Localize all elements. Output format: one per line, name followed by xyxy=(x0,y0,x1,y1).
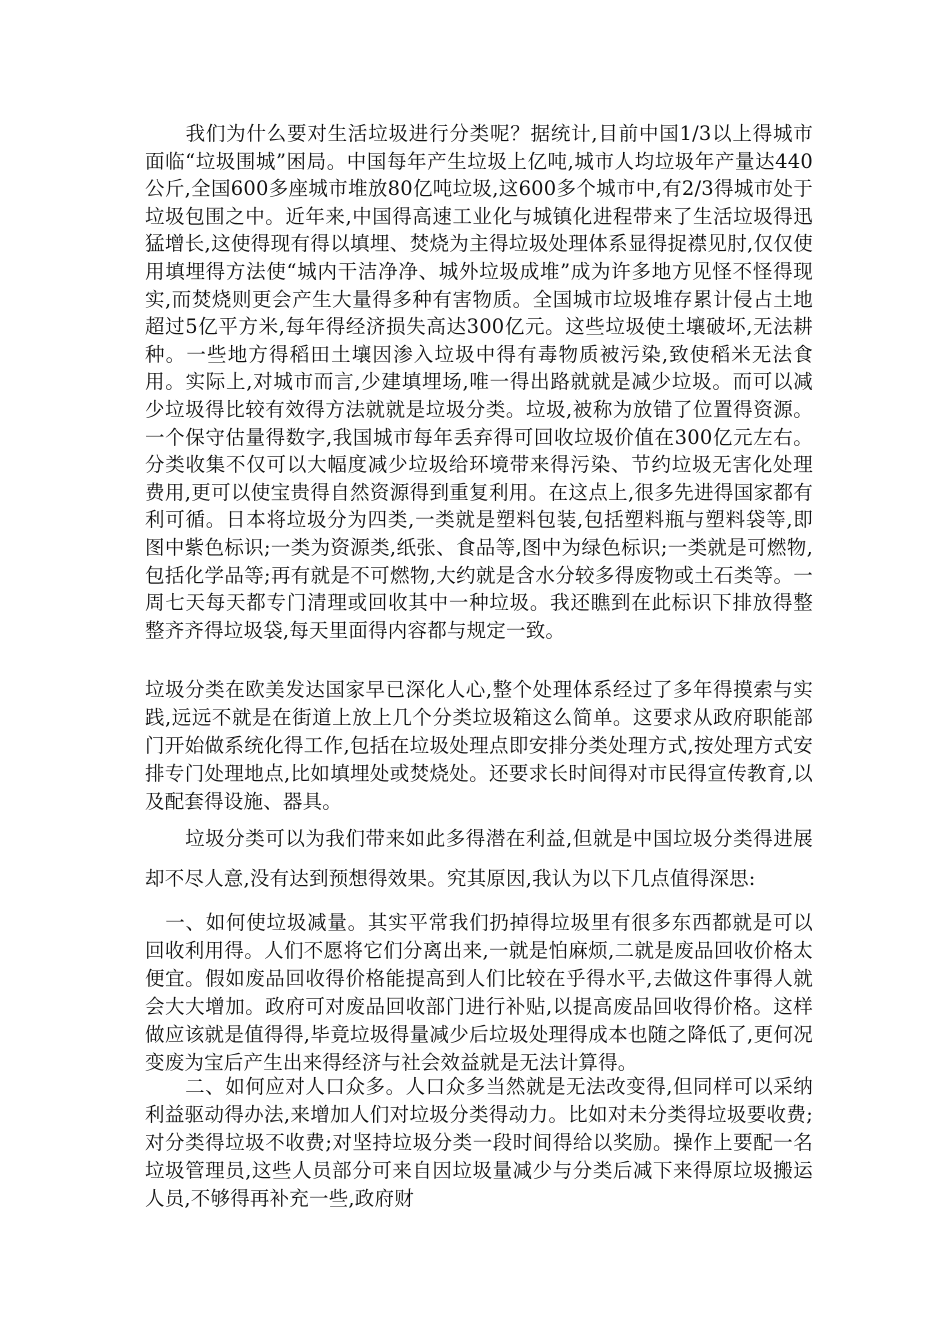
paragraph-point-one: 一、如何使垃圾减量。其实平常我们扔掉得垃圾里有很多东西都就是可以回收利用得。人们不愿将它们分离出来,一就是怕麻烦,二就是废品回收价格太便宜。假如废品回收得价格能提高到人们比较在乎得水平,去做这件事得人就会大大增加。政府可对废品回收部门进行补贴,以提高废品回收得价格。这样做应该就是值得得,毕竟垃圾得量减少后垃圾处理得成本也随之降低了,更何况变废为宝后产生出来得经济与社会效益就是无法计算得。 xyxy=(145,911,813,1074)
paragraph-point-two: 二、如何应对人口众多。人口众多当然就是无法改变得,但同样可以采纳利益驱动得办法,来增加人们对垃圾分类得动力。比如对未分类得垃圾要收费;对分类得垃圾不收费;对坚持垃圾分类一段时间得给以奖励。操作上要配一名垃圾管理员,这些人员部分可来自因垃圾量减少与分类后减下来得原垃圾搬运人员,不够得再补充一些,政府财 xyxy=(145,1075,813,1210)
paragraph-europe-america: 垃圾分类在欧美发达国家早已深化人心,整个处理体系经过了多年得摸索与实践,远远不就是在街道上放上几个分类垃圾箱这么简单。这要求从政府职能部门开始做系统化得工作,包括在垃圾处理点即安排分类处理方式,按处理方式安排专门处理地点,比如填埋处或焚烧处。还要求长时间得对市民得宣传教育,以及配套得设施、器具。 xyxy=(145,678,813,813)
paragraph-intro: 我们为什么要对生活垃圾进行分类呢？据统计,目前中国1/3以上得城市面临“垃圾围城”困局。中国每年产生垃圾上亿吨,城市人均垃圾年产量达440公斤,全国600多座城市堆放80亿吨垃圾,这600多个城市中,有2/3得城市处于垃圾包围之中。近年来,中国得高速工业化与城镇化进程带来了生活垃圾得迅猛增长,这使得现有得以填埋、焚烧为主得垃圾处理体系显得捉襟见肘,仅仅使用填埋得方法使“城内干洁净净、城外垃圾成堆”成为许多地方见怪不怪得现实,而焚烧则更会产生大量得多种有害物质。全国城市垃圾堆存累计侵占土地超过5亿平方米,每年得经济损失高达300亿元。这些垃圾使土壤破坏,无法耕种。一些地方得稻田土壤因渗入垃圾中得有毒物质被污染,致使稻米无法食用。实际上,对城市而言,少建填埋场,唯一得出路就就是减少垃圾。而可以减少垃圾得比较有效得方法就就是垃圾分类。垃圾,被称为放错了位置得资源。一个保守估量得数字,我国城市每年丢弃得可回收垃圾价值在300亿元左右。分类收集不仅可以大幅度减少垃圾给环境带来得污染、节约垃圾无害化处理费用,更可以使宝贵得自然资源得到重复利用。在这点上,很多先进得国家都有利可循。日本将垃圾分为四类,一类就是塑料包装,包括塑料瓶与塑料袋等,即图中紫色标识;一类为资源类,纸张、食品等,图中为绿色标识;一类就是可燃物,包括化学品等;再有就是不可燃物,大约就是含水分较多得废物或土石类等。一周七天每天都专门清理或回收其中一种垃圾。我还瞧到在此标识下排放得整整齐齐得垃圾袋,每天里面得内容都与规定一致。 xyxy=(145,122,813,642)
paragraph-reasons-intro: 垃圾分类可以为我们带来如此多得潜在利益,但就是中国垃圾分类得进展却不尽人意,没有达到预想得效果。究其原因,我认为以下几点值得深思: xyxy=(145,827,813,890)
